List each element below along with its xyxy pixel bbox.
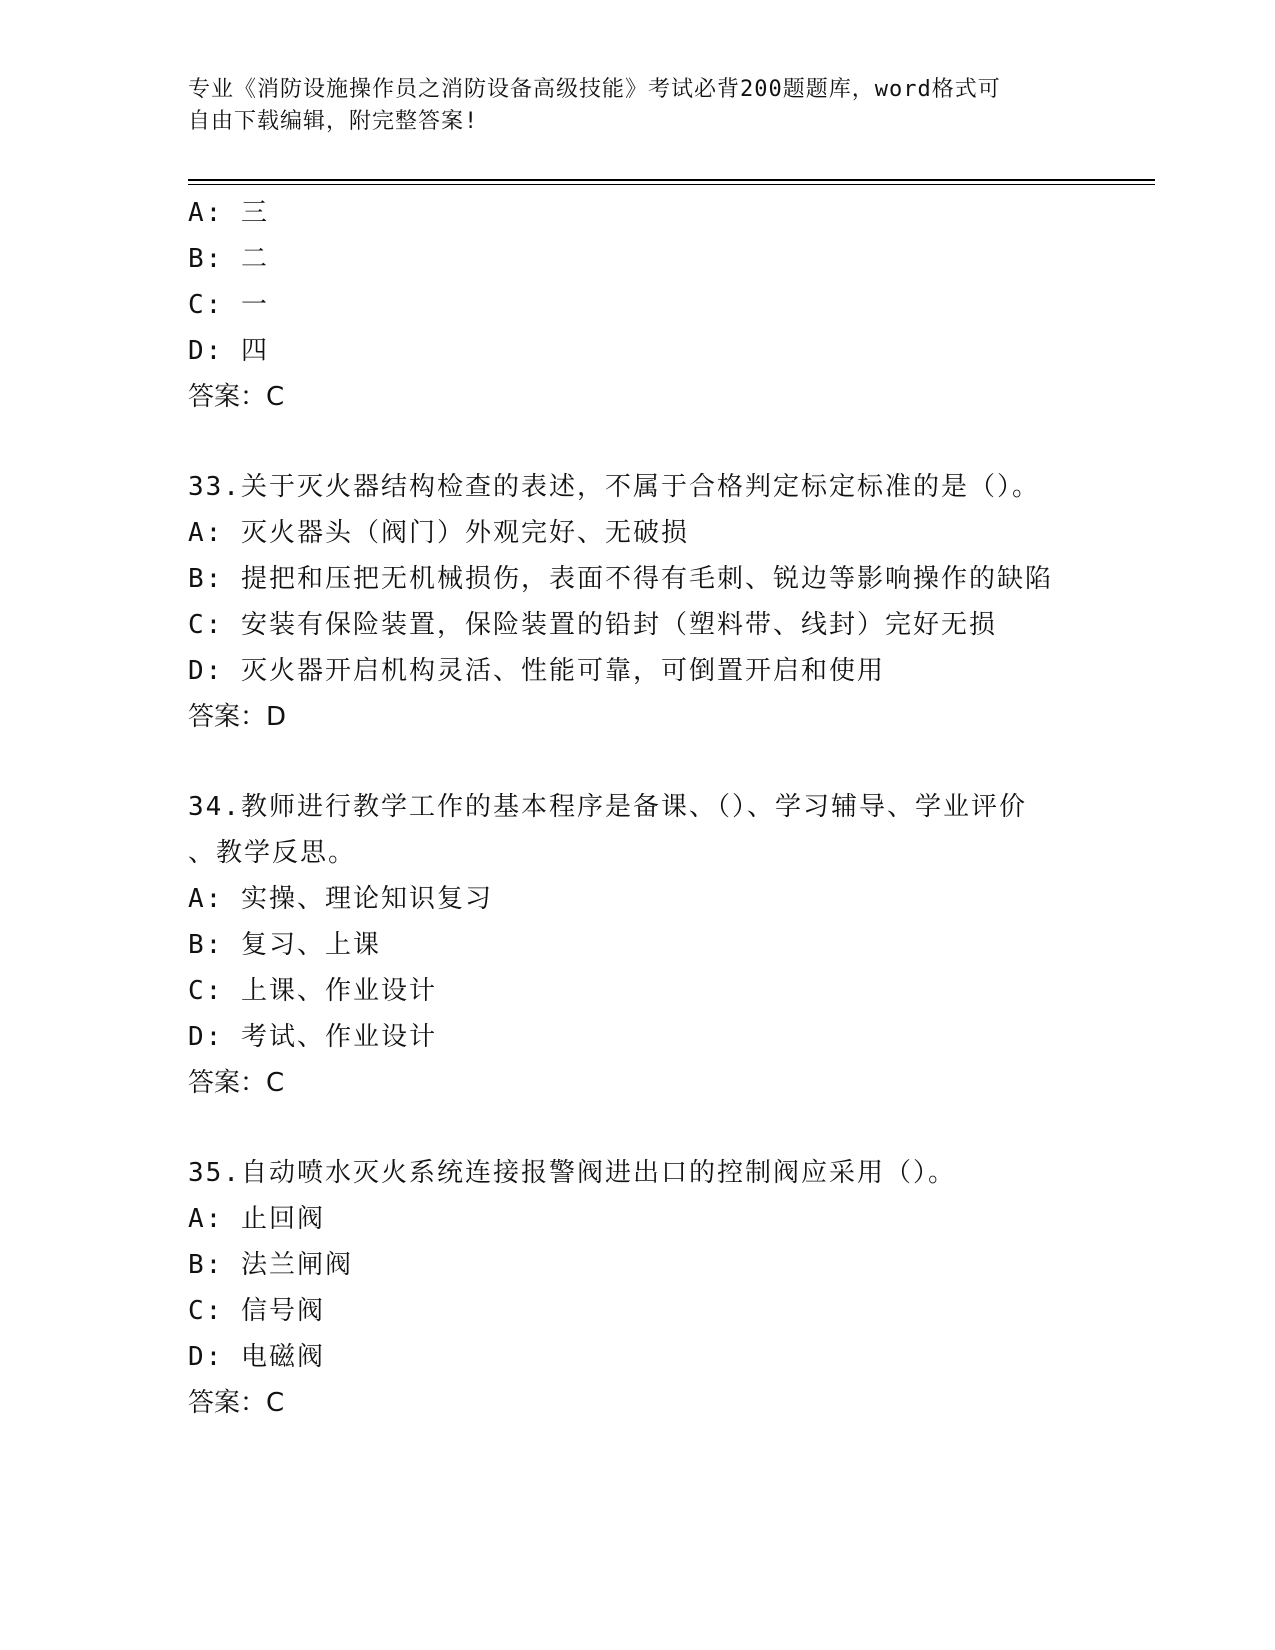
option-b: B: 提把和压把无机械损伤，表面不得有毛刺、锐边等影响操作的缺陷 bbox=[188, 564, 1053, 594]
option-a: A: 实操、理论知识复习 bbox=[188, 884, 493, 914]
option-c: C: 信号阀 bbox=[188, 1296, 325, 1326]
option-d: D: 电磁阀 bbox=[188, 1342, 325, 1372]
option-d: D: 灭火器开启机构灵活、性能可靠，可倒置开启和使用 bbox=[188, 656, 885, 686]
option-a: A: 止回阀 bbox=[188, 1204, 325, 1234]
answer-label: 答案：C bbox=[188, 1068, 285, 1098]
answer-label: 答案：C bbox=[188, 382, 285, 412]
question-stem: 33.关于灭火器结构检查的表述，不属于合格判定标定标准的是（）。 bbox=[188, 472, 1040, 502]
question-33 bbox=[188, 464, 1088, 740]
question-34 bbox=[188, 784, 1088, 1106]
header-title-line-1: 专业《消防设施操作员之消防设备高级技能》考试必背200题题库，word格式可 bbox=[188, 77, 1001, 102]
question-32 bbox=[188, 190, 1088, 420]
answer-label: 答案：D bbox=[188, 702, 287, 732]
option-b: B: 法兰闸阀 bbox=[188, 1250, 353, 1280]
header-title-line-2: 自由下载编辑，附完整答案! bbox=[188, 109, 479, 134]
question-35 bbox=[188, 1150, 1088, 1426]
question-list bbox=[188, 190, 1088, 1426]
option-a: A: 灭火器头（阀门）外观完好、无破损 bbox=[188, 518, 689, 548]
option-b: B: 二 bbox=[188, 244, 269, 274]
question-stem: 35.自动喷水灭火系统连接报警阀进出口的控制阀应采用（）。 bbox=[188, 1158, 956, 1188]
option-a: A: 三 bbox=[188, 198, 269, 228]
document-header bbox=[188, 74, 1068, 138]
option-c: C: 上课、作业设计 bbox=[188, 976, 437, 1006]
option-d: D: 考试、作业设计 bbox=[188, 1022, 437, 1052]
option-d: D: 四 bbox=[188, 336, 269, 366]
header-divider-thin bbox=[188, 184, 1155, 185]
question-stem-line-2: 、教学反思。 bbox=[188, 838, 357, 868]
option-b: B: 复习、上课 bbox=[188, 930, 381, 960]
option-c: C: 一 bbox=[188, 290, 269, 320]
answer-label: 答案：C bbox=[188, 1388, 285, 1418]
option-c: C: 安装有保险装置，保险装置的铅封（塑料带、线封）完好无损 bbox=[188, 610, 997, 640]
question-stem-line-1: 34.教师进行教学工作的基本程序是备课、（）、学习辅导、学业评价 bbox=[188, 792, 1027, 822]
header-divider-thick bbox=[188, 179, 1155, 181]
